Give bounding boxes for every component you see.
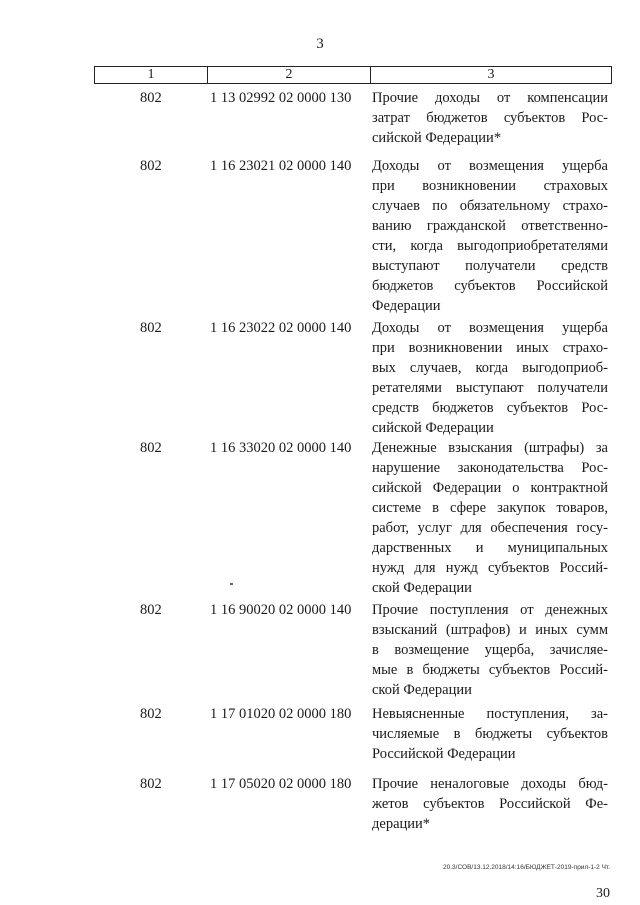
scan-speck	[230, 583, 233, 585]
administrator-code: 802	[140, 158, 162, 174]
table-header	[94, 66, 612, 84]
administrator-code: 802	[140, 602, 162, 618]
description-line: выступают получатели средств	[372, 258, 608, 274]
description-line: ванию гражданской ответственно-	[372, 218, 608, 234]
description-line: сийской Федерации*	[372, 130, 502, 146]
header-col-3: 3	[370, 67, 611, 83]
budget-classification-code: 1 16 33020 02 0000 140	[210, 440, 352, 456]
header-col-2: 2	[207, 67, 370, 83]
budget-classification-code: 1 16 23022 02 0000 140	[210, 320, 352, 336]
header-col-1: 1	[147, 67, 155, 82]
description-line: затрат бюджетов субъектов Рос-	[372, 110, 608, 126]
administrator-code: 802	[140, 776, 162, 792]
description-line: Доходы от возмещения ущерба	[372, 320, 608, 336]
description-line: дарственных и муниципальных	[372, 540, 608, 556]
budget-classification-code: 1 17 05020 02 0000 180	[210, 776, 352, 792]
description-line: сийской Федерации	[372, 420, 494, 436]
income-description	[372, 600, 608, 700]
income-description	[372, 774, 608, 834]
description-line: системе в сфере закупок товаров,	[372, 500, 608, 516]
description-line: случаев по обязательному страхо-	[372, 198, 608, 214]
description-line: мые в бюджеты субъектов Россий-	[372, 662, 608, 678]
description-line: сийской Федерации о контрактной	[372, 480, 608, 496]
description-line: Денежные взыскания (штрафы) за	[372, 440, 608, 456]
budget-classification-code: 1 13 02992 02 0000 130	[210, 90, 352, 106]
description-line: средств бюджетов субъектов Рос-	[372, 400, 608, 416]
description-line: сти, когда выгодоприобретателями	[372, 238, 608, 254]
description-line: при возникновении страховых	[372, 178, 608, 194]
description-line: ской Федерации	[372, 682, 472, 698]
description-line: Российской Федерации	[372, 746, 516, 762]
description-line: бюджетов субъектов Российской	[372, 278, 608, 294]
description-line: нарушение законодательства Рос-	[372, 460, 608, 476]
description-line: в возмещение ущерба, зачисляе-	[372, 642, 608, 658]
description-line: Доходы от возмещения ущерба	[372, 158, 608, 174]
description-line: взысканий (штрафов) и иных сумм	[372, 622, 608, 638]
description-line: Прочие поступления от денежных	[372, 602, 608, 618]
description-line: Невыясненные поступления, за-	[372, 706, 608, 722]
description-line: ретателями выступают получатели	[372, 380, 608, 396]
income-description	[372, 438, 608, 598]
bottom-page-number: 30	[596, 886, 610, 901]
description-line: нужд для нужд субъектов Россий-	[372, 560, 608, 576]
description-line: при возникновении иных страхо-	[372, 340, 608, 356]
description-line: работ, услуг для обеспечения госу-	[372, 520, 608, 536]
description-line: вых случаев, когда выгодоприоб-	[372, 360, 608, 376]
administrator-code: 802	[140, 706, 162, 722]
description-line: Прочие доходы от компенсации	[372, 90, 608, 106]
income-description	[372, 156, 608, 316]
page-number: 3	[316, 36, 324, 52]
income-description	[372, 88, 608, 148]
administrator-code: 802	[140, 320, 162, 336]
budget-classification-code: 1 17 01020 02 0000 180	[210, 706, 352, 722]
description-line: жетов субъектов Российской Фе-	[372, 796, 608, 812]
administrator-code: 802	[140, 90, 162, 106]
description-line: Федерации	[372, 298, 441, 314]
document-footer-code: 20.3/СОВ/13.12.2018/14:16/БЮДЖЕТ-2019-прил-1-2 Чт.	[443, 864, 610, 871]
income-description	[372, 318, 608, 438]
administrator-code: 802	[140, 440, 162, 456]
description-line: Прочие неналоговые доходы бюд-	[372, 776, 608, 792]
description-line: числяемые в бюджеты субъектов	[372, 726, 608, 742]
description-line: дерации*	[372, 816, 431, 832]
income-description	[372, 704, 608, 764]
budget-classification-code: 1 16 90020 02 0000 140	[210, 602, 352, 618]
description-line: ской Федерации	[372, 580, 472, 596]
budget-classification-code: 1 16 23021 02 0000 140	[210, 158, 352, 174]
